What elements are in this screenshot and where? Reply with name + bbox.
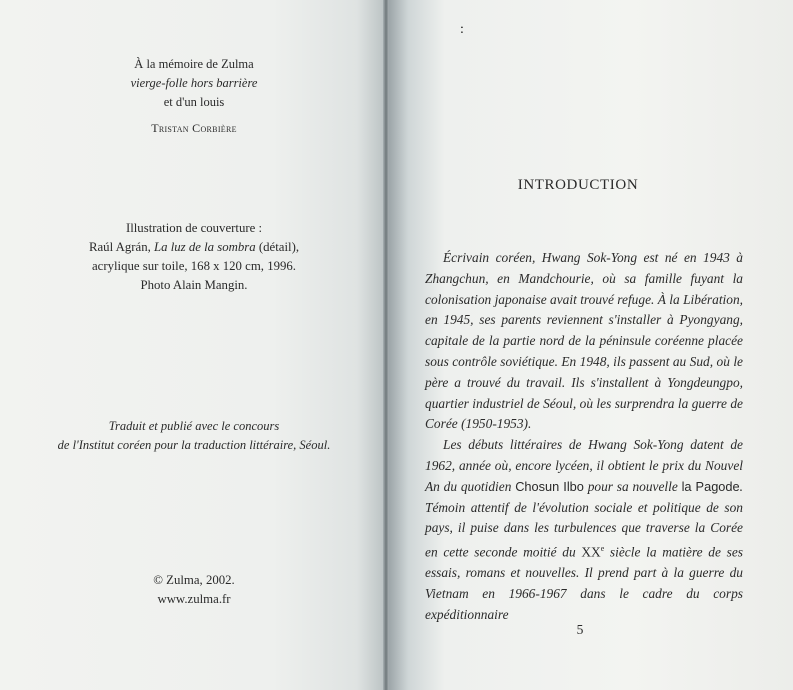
journal-title: Chosun Ilbo xyxy=(515,478,584,494)
book-gutter xyxy=(383,0,389,690)
dedication-line: À la mémoire de Zulma xyxy=(134,57,254,71)
paragraph-text: Les débuts littéraires de Hwang Sok-Yong datent de 1962, année où, encore lycéen, il obtient le prix du Nouvel An du quotidien xyxy=(425,437,743,494)
translation-note xyxy=(0,417,388,455)
paragraph-text: Écrivain coréen, Hwang Sok-Yong est né en 1943 à Zhangchun, en Mandchourie, où sa famille fuyant la colonisation japonaise avait trouvé refuge. À la Libération, en 1945, ses parents reviennent s'installer à Pyongyang, capitale de la partie nord de la péninsule coréenne placée sous contrôle soviétique. En 1948, ils passent au Sud, où le père a trouvé du travail. Ils s'installent à Yongdeungpo, quartier industriel de Séoul, où les surprendra la guerre de Corée (1950-1953). xyxy=(425,250,743,432)
credits-artist: Raúl Agrán, xyxy=(88,240,154,254)
paragraph-text: pour sa nouvelle xyxy=(583,478,682,494)
ornament-mark: : xyxy=(460,22,464,37)
paragraph xyxy=(425,435,743,626)
century-numeral: XX xyxy=(581,544,601,560)
page-number: 5 xyxy=(576,622,584,637)
credits-line xyxy=(0,238,388,257)
dedication xyxy=(0,55,388,138)
credits-line: acrylique sur toile, 168 x 120 cm, 1996. xyxy=(91,259,296,273)
credits-line: Illustration de couverture : xyxy=(125,221,263,235)
translation-line: de l'Institut coréen pour la traduction littéraire, Séoul. xyxy=(57,438,331,452)
chapter-heading: INTRODUCTION xyxy=(517,177,639,193)
dedication-line: et d'un louis xyxy=(163,95,225,109)
left-page xyxy=(0,0,388,690)
credits-detail: (détail), xyxy=(255,240,300,254)
dedication-author: Tristan Corbière xyxy=(151,121,237,135)
cover-credits xyxy=(0,219,388,295)
paragraph-text: . Témoin attentif de l'évolution sociale et politique de son pays, il puise dans les turbulences que traverse la Corée en cette seconde moitié du xyxy=(425,478,744,560)
body-text xyxy=(425,248,743,626)
dedication-line: vierge-folle hors barrière xyxy=(130,76,258,90)
paragraph xyxy=(425,248,743,435)
translation-line: Traduit et publié avec le concours xyxy=(108,419,280,433)
publisher-url: www.zulma.fr xyxy=(157,592,231,606)
credits-line: Photo Alain Mangin. xyxy=(140,278,248,292)
copyright xyxy=(0,571,388,609)
century-superscript: e xyxy=(600,544,605,554)
paragraph-text: siècle la matière de ses essais, romans et nouvelles. Il prend part à la guerre du Vietnam en 1966-1967 dans le cadre du corps expéditionnaire xyxy=(425,544,743,623)
credits-work-title: La luz de la sombra xyxy=(154,240,256,254)
copyright-line: © Zulma, 2002. xyxy=(153,573,235,587)
work-title: la Pagode xyxy=(681,478,740,494)
